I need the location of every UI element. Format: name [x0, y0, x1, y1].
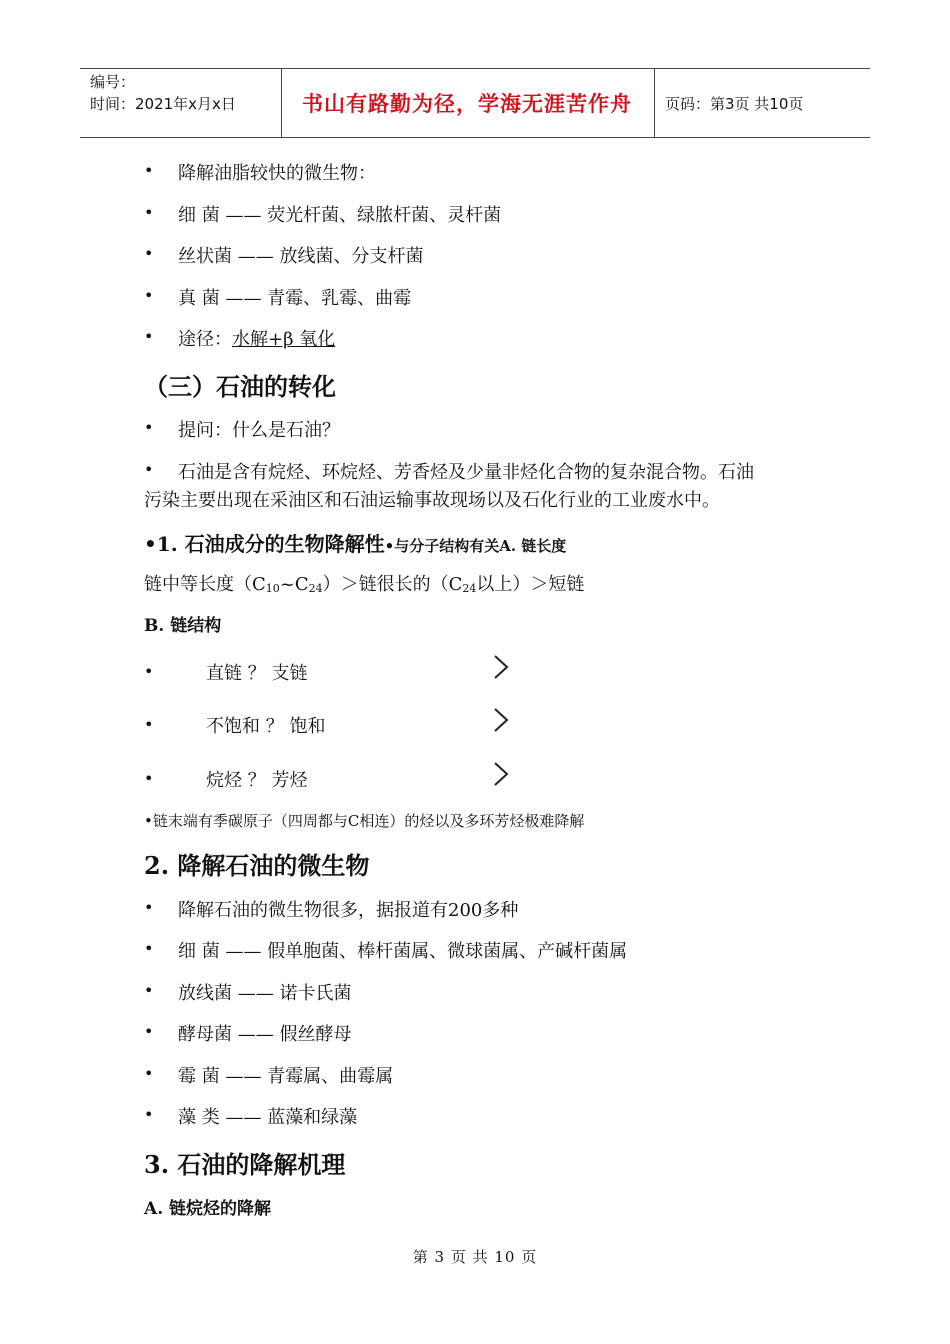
- page-footer: 第 3 页 共 10 页: [412, 1248, 538, 1266]
- chain-text: ~C: [279, 574, 309, 595]
- list-item: 酵母菌 —— 假丝酵母: [178, 1024, 352, 1045]
- time-label: 时间：2021年x月x日: [90, 95, 236, 113]
- page-header: [80, 68, 870, 138]
- section-heading: （三）石油的转化: [144, 372, 336, 401]
- bullet: •: [144, 715, 154, 734]
- list-item: 细 菌 —— 荧光杆菌、绿脓杆菌、灵杆菌: [178, 205, 502, 226]
- section-heading: 2. 降解石油的微生物: [144, 851, 370, 880]
- bullet: •: [144, 898, 154, 917]
- chain-text: ）＞链很长的（C: [322, 574, 463, 595]
- bullet: •: [144, 1105, 154, 1124]
- subheading-title: •1. 石油成分的生物降解性: [144, 532, 385, 556]
- comparison-item: 不饱和 ？ 饱和: [206, 716, 326, 737]
- list-item: 丝状菌 —— 放线菌、分支杆菌: [178, 246, 424, 267]
- definition-text: 石油是含有烷烃、环烷烃、芳香烃及少量非烃化合物的复杂混合物。石油: [178, 462, 754, 483]
- list-item: 降解石油的微生物很多，据报道有200多种: [178, 900, 519, 921]
- subscript: 24: [308, 582, 323, 595]
- note-text: •链末端有季碳原子（四周都与C相连）的烃以及多环芳烃极难降解: [144, 812, 585, 830]
- subheading-1: [144, 528, 566, 557]
- bullet: •: [144, 662, 154, 681]
- chain-text: 链中等长度（C: [144, 574, 266, 595]
- chevron-right-icon: [492, 707, 510, 733]
- bullet: •: [144, 1064, 154, 1083]
- subscript: 10: [265, 582, 280, 595]
- bullet: •: [144, 244, 154, 263]
- number-label: 编号：: [90, 73, 136, 91]
- bullet: •: [144, 327, 154, 346]
- bullet: •: [144, 161, 154, 180]
- bullet: •: [144, 460, 154, 479]
- chevron-right-icon: [492, 761, 510, 787]
- chain-structure-label: B. 链结构: [144, 616, 222, 636]
- chevron-right-icon: [492, 654, 510, 680]
- list-item: 霉 菌 —— 青霉属、曲霉属: [178, 1066, 394, 1087]
- chain-length-order: [144, 570, 584, 596]
- list-item: 细 菌 —— 假单胞菌、棒杆菌属、微球菌属、产碱杆菌属: [178, 941, 628, 962]
- header-motto: 书山有路勤为径，学海无涯苦作舟: [282, 69, 655, 137]
- bullet: •: [144, 418, 154, 437]
- header-meta: [80, 69, 282, 137]
- question-item: 提问：什么是石油？: [178, 420, 340, 441]
- bullet: •: [144, 203, 154, 222]
- list-item: 真 菌 —— 青霉、乳霉、曲霉: [178, 288, 412, 309]
- header-page-info: 页码：第3页 共10页: [665, 94, 804, 113]
- subsection-label: A. 链烷烃的降解: [144, 1199, 272, 1219]
- list-item: 藻 类 —— 蓝藻和绿藻: [178, 1107, 358, 1128]
- list-item: 放线菌 —— 诺卡氏菌: [178, 983, 352, 1004]
- definition-text-cont: 污染主要出现在采油区和石油运输事故现场以及石化行业的工业废水中。: [144, 490, 720, 511]
- list-item: 降解油脂较快的微生物：: [178, 163, 376, 184]
- comparison-item: 烷烃 ？ 芳烃: [206, 770, 308, 791]
- bullet: •: [144, 286, 154, 305]
- bullet: •: [144, 939, 154, 958]
- bullet: •: [144, 769, 154, 788]
- subheading-inline: •与分子结构有关A. 链长度: [384, 537, 567, 555]
- bullet: •: [144, 1022, 154, 1041]
- comparison-item: 直链 ？ 支链: [206, 663, 308, 684]
- chain-text: 以上）＞短链: [476, 574, 585, 595]
- subscript: 24: [462, 582, 477, 595]
- bullet: •: [144, 981, 154, 1000]
- path-item: [178, 325, 335, 351]
- path-label: 途径：: [178, 329, 232, 350]
- path-value: 水解+β 氧化: [232, 329, 336, 350]
- section-heading: 3. 石油的降解机理: [144, 1150, 346, 1179]
